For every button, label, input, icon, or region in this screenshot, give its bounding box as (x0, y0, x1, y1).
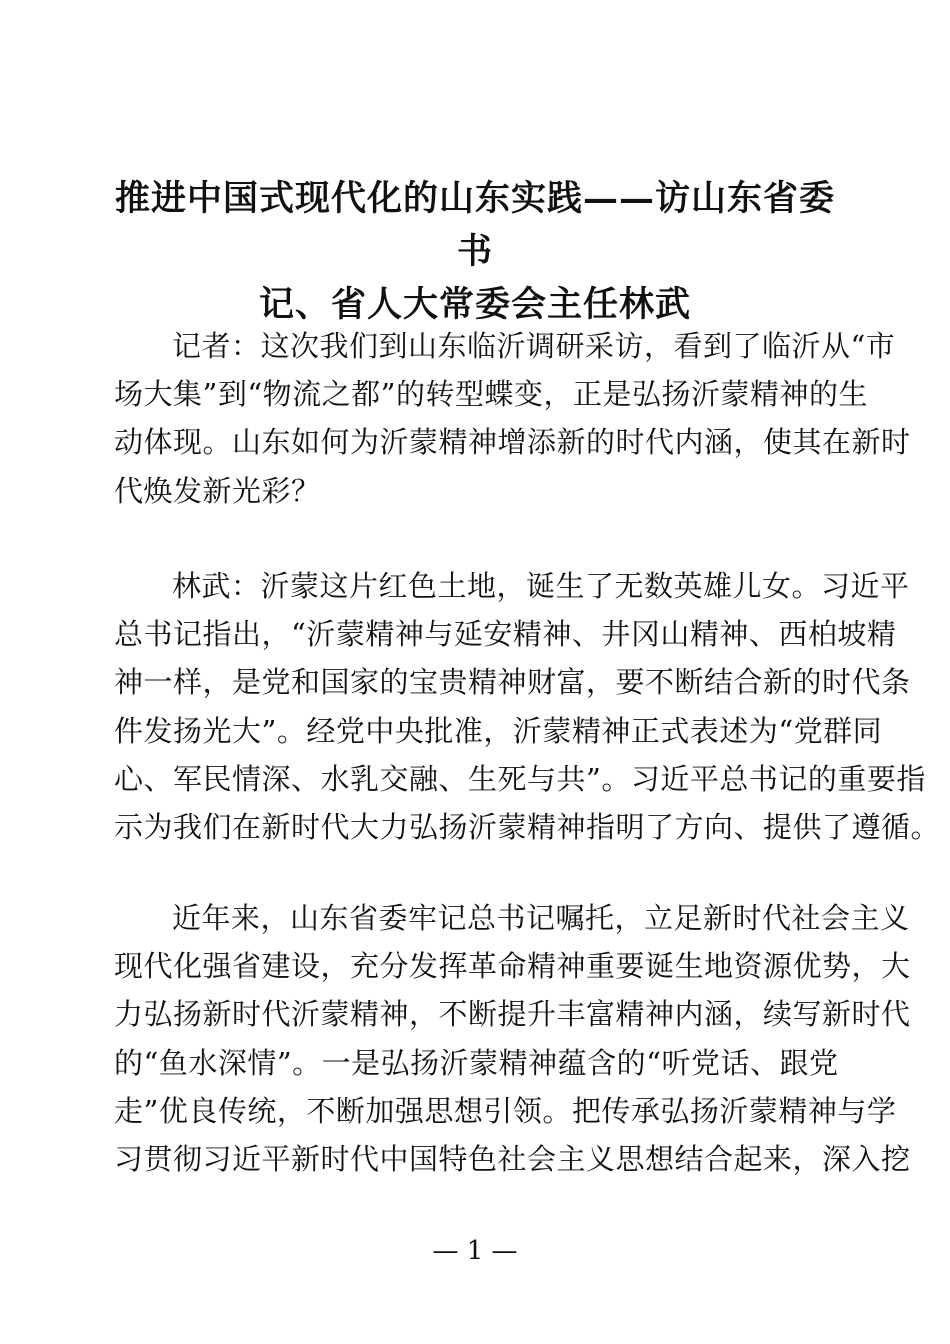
paragraph-line: 记者：这次我们到山东临沂调研采访，看到了临沂从“市 (172, 329, 896, 363)
paragraph-line: 示为我们在新时代大力弘扬沂蒙精神指明了方向、提供了遵循。 (114, 810, 941, 845)
paragraph-line: 现代化强省建设，充分发挥革命精神重要诞生地资源优势，大 (114, 949, 911, 984)
paragraph-line: 总书记指出，“沂蒙精神与延安精神、井冈山精神、西柏坡精 (114, 617, 897, 652)
paragraph-line: 走”优良传统，不断加强思想引领。把传承弘扬沂蒙精神与学 (114, 1093, 897, 1128)
paragraph-line: 林武：沂蒙这片红色土地，诞生了无数英雄儿女。习近平 (172, 569, 910, 603)
paragraph-reporter-question (114, 322, 911, 515)
paragraph-recent-years (114, 894, 911, 1183)
paragraph-line: 代焕发新光彩？ (114, 473, 321, 508)
document-title (110, 172, 840, 331)
paragraph-line: 件发扬光大”。经党中央批准，沂蒙精神正式表述为“党群同 (114, 713, 883, 748)
paragraph-line: 习贯彻习近平新时代中国特色社会主义思想结合起来，深入挖 (114, 1142, 911, 1177)
title-line: 推进中国式现代化的山东实践——访山东省委书 (114, 178, 835, 272)
paragraph-line: 动体现。山东如何为沂蒙精神增添新的时代内涵，使其在新时 (114, 425, 911, 460)
paragraph-line: 的“鱼水深情”。一是弘扬沂蒙精神蕴含的“听党话、跟党 (114, 1045, 839, 1080)
paragraph-line: 心、军民情深、水乳交融、生死与共”。习近平总书记的重要指 (114, 761, 926, 796)
paragraph-line: 神一样，是党和国家的宝贵精神财富，要不断结合新的时代条 (114, 665, 911, 700)
page-number: — 1 — (432, 1236, 518, 1266)
title-line: 记、省人大常委会主任林武 (258, 284, 691, 325)
paragraph-linwu-answer (114, 562, 941, 851)
paragraph-line: 力弘扬新时代沂蒙精神，不断提升丰富精神内涵，续写新时代 (114, 997, 911, 1032)
paragraph-line: 近年来，山东省委牢记总书记嘱托，立足新时代社会主义 (172, 901, 910, 935)
paragraph-line: 场大集”到“物流之都”的转型蝶变，正是弘扬沂蒙精神的生 (114, 377, 868, 412)
